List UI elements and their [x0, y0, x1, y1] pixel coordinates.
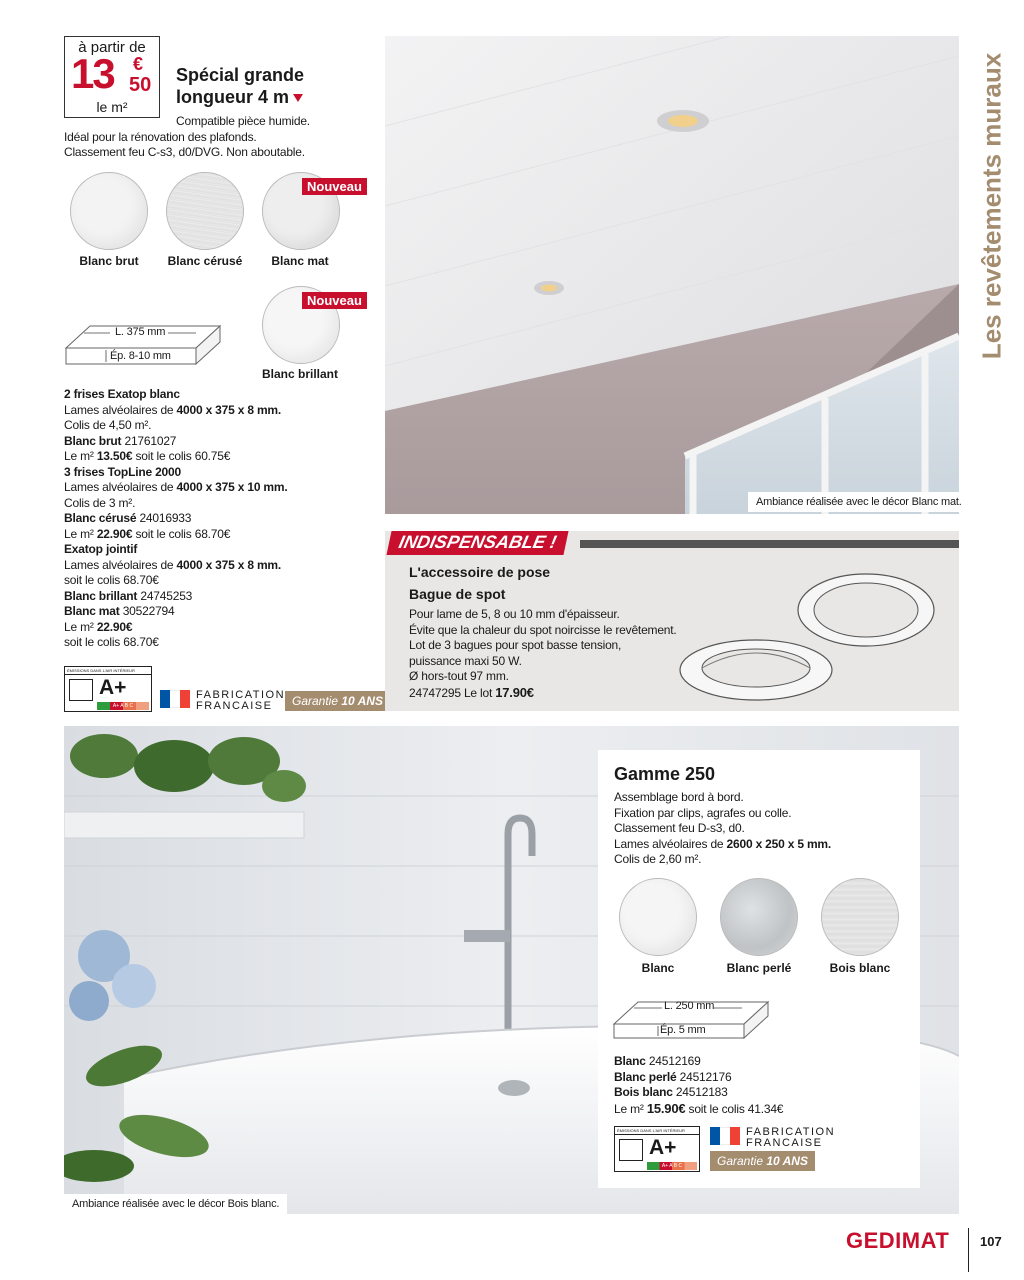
fabrication-francaise-2: FABRICATION FRANCAISE [746, 1126, 836, 1149]
gedimat-logo: GEDIMAT [846, 1228, 950, 1253]
triangle-down-icon [293, 94, 303, 102]
accessory-specs: Pour lame de 5, 8 ou 10 mm d'épaisseur. Évite que la chaleur du spot noircisse le revêtement. Lot de 3 bagues pour spot basse tension, puissance maxi 50 W. Ø hors-tout 97 mm. 24747295 Le lot 17.90€ [409, 607, 677, 700]
fabrication-francaise: FABRICATION FRANCAISE [196, 689, 286, 712]
french-flag-icon-2 [710, 1127, 740, 1145]
product-specs: 2 frises Exatop blanc Lames alvéolaires de 4000 x 375 x 8 mm. Colis de 4,50 m². Blanc brut 21761027 Le m² 13.50€ soit le colis 60.75€ 3 frises TopLine 2000 Lames alvéolaires de 4000 x 375 x 10 mm. Colis de 3 m². Blanc cérusé 24016933 Le m² 22.90€ soit le colis 68.70€ Exatop jointif Lames alvéolaires de 4000 x 375 x 8 mm. soit le colis 68.70€ Blanc brillant 24745253 Blanc mat 30522794 Le m² 22.90€ soit le colis 68.70€ [64, 387, 288, 649]
swatch-blanc-perle [720, 878, 798, 956]
ceiling-photo [385, 36, 959, 514]
air-quality-logo-2: ÉMISSIONS DANS L'AIR INTÉRIEUR A+ A+ A B C [614, 1126, 700, 1172]
swatch-label-blanc-mat: Blanc mat [271, 254, 329, 268]
intro-line-2: Idéal pour la rénovation des plafonds. [64, 130, 257, 144]
badge-nouveau-2: Nouveau [302, 292, 367, 309]
divider-bar [580, 540, 959, 548]
price-currency: € [133, 54, 144, 74]
house-icon-2 [619, 1139, 643, 1161]
swatch-blanc-brut [70, 172, 148, 250]
plank-length: L. 375 mm [115, 326, 166, 338]
air-quality-logo: ÉMISSIONS DANS L'AIR INTÉRIEUR A+ A+ A B C [64, 666, 152, 712]
plank-thickness-2: Ép. 5 mm [660, 1024, 706, 1036]
product-title: Spécial grande longueur 4 m [176, 65, 305, 107]
gamme-specs: Assemblage bord à bord. Fixation par clips, agrafes ou colle. Classement feu D-s3, d0. Lames alvéolaires de 2600 x 250 x 5 mm. Colis de 2,60 m². [614, 790, 832, 866]
indispensable-tag: INDISPENSABLE ! [386, 531, 568, 555]
price-integer: 13 [71, 50, 114, 97]
intro-line-1: Compatible pièce humide. [176, 114, 310, 128]
ceiling-caption: Ambiance réalisée avec le décor Blanc mat. [748, 492, 970, 512]
price-unit: le m² [96, 99, 128, 115]
plank-length-2: L. 250 mm [664, 1000, 715, 1012]
price-from: à partir de [78, 39, 146, 56]
garantie-badge: Garantie 10 ANS [285, 691, 390, 711]
section-title: Les revêtements muraux [976, 52, 1007, 360]
swatch-label-blanc-perle: Blanc perlé [726, 961, 792, 975]
footer-divider [968, 1228, 969, 1272]
spot-ring-illustration [676, 560, 946, 705]
bath-caption: Ambiance réalisée avec le décor Bois blanc. [64, 1194, 287, 1214]
french-flag-icon [160, 690, 190, 708]
badge-nouveau: Nouveau [302, 178, 367, 195]
garantie-badge-2: Garantie 10 ANS [710, 1151, 815, 1171]
gamme-refs: Blanc 24512169 Blanc perlé 24512176 Bois blanc 24512183 Le m² 15.90€ soit le colis 41.34€ [614, 1054, 784, 1116]
swatch-bois-blanc [821, 878, 899, 956]
gamme-title: Gamme 250 [614, 764, 716, 784]
swatch-blanc [619, 878, 697, 956]
price-decimal: 50 [129, 74, 152, 96]
plank-thickness: Ép. 8-10 mm [110, 350, 171, 362]
swatch-label-blanc-brut: Blanc brut [79, 254, 139, 268]
page-number: 107 [980, 1234, 1002, 1249]
house-icon [69, 679, 93, 701]
swatch-label-blanc-brillant: Blanc brillant [261, 367, 338, 381]
accessory-heading: L'accessoire de pose [409, 564, 551, 580]
accessory-subtitle: Bague de spot [409, 586, 506, 602]
swatch-label-bois-blanc: Bois blanc [829, 961, 891, 975]
intro-line-3: Classement feu C-s3, d0/DVG. Non aboutable. [64, 145, 305, 159]
price-box [64, 36, 160, 118]
swatch-blanc-ceruse [166, 172, 244, 250]
swatch-label-blanc: Blanc [641, 961, 675, 975]
swatch-label-blanc-ceruse: Blanc cérusé [167, 254, 243, 268]
